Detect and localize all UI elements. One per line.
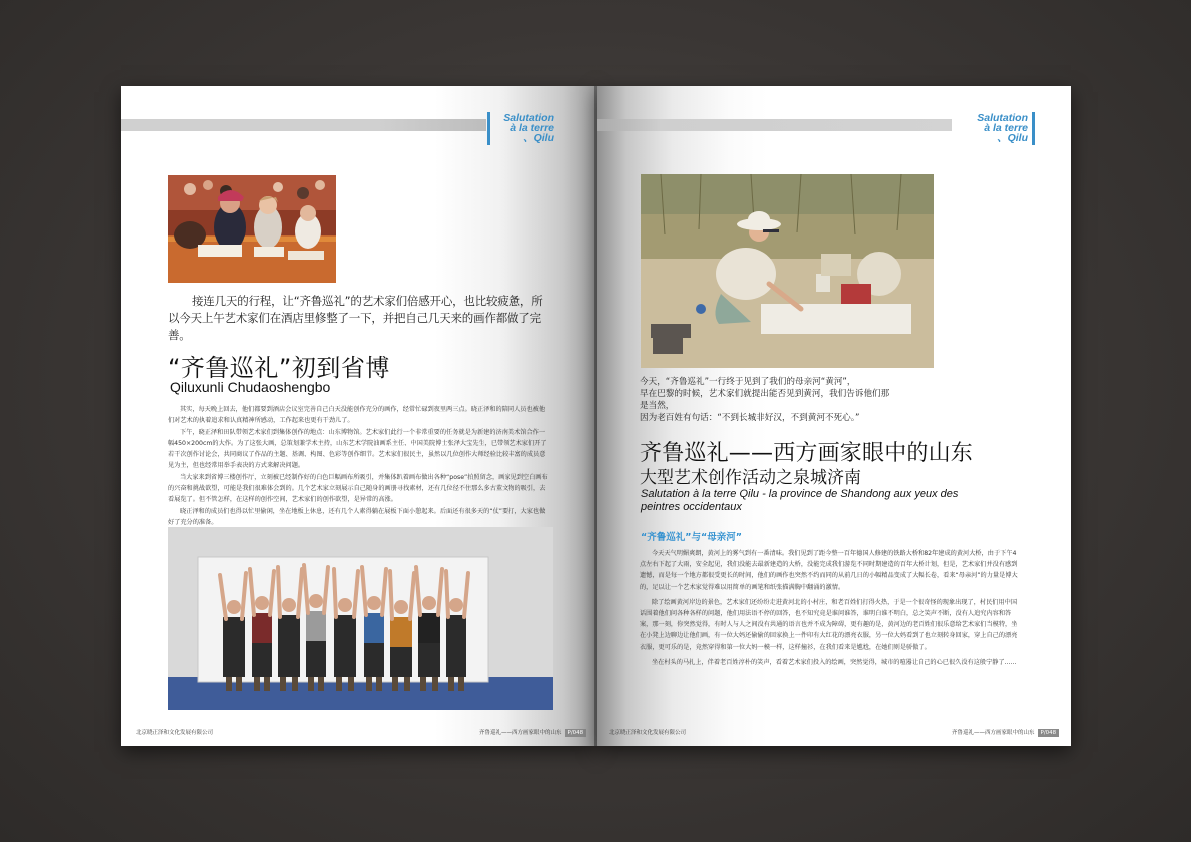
- header-band: [597, 119, 952, 131]
- header-tag: [454, 113, 554, 143]
- caption-line: 今天，“齐鲁巡礼”一行终于见到了我们的母亲河“黄河”，: [640, 377, 856, 387]
- caption-line: 早在巴黎的时候，艺术家们就提出能否见到黄河，我们告诉他们那是当然，: [640, 389, 890, 411]
- article-title-en: Salutation à la terre Qilu - la province de Shandong aux yeux des peintres occidentaux: [641, 488, 959, 513]
- body-paragraph: 其实，每天晚上回去，他们都要到酒店会议室完善自己白天没能创作充分的画作，经常忙碌到夜里两三点。晓正泽和的陪同人员也被他们对艺术的执着追求和认真精神所感动，工作起来也更有干劲儿了。: [168, 406, 546, 425]
- header-tag-line: 、Qilu: [997, 132, 1028, 144]
- artists-working-illustration: [168, 175, 336, 283]
- body-paragraph: 下午，晓正泽和田队带领艺术家们到集体创作的地点：山东博物馆。艺术家们此行一个非常重要的任务就是为新建的济南美术馆合作一幅450×200cm的大作。为了这张大画，总策划兼学术主持，山东艺术学院油画系主任、中国美院博士张泽大宝先生，已带领艺术家们开了若干次创作讨论会，共同商议了作品的主题、基调、构图、色彩等创作细节。艺术家们很民主，虽然以几位创作大师经验比较丰富的成员意见为主，但也经常用举手表决的方式来解决问题。: [168, 428, 547, 470]
- header-tag-line: à la terre: [984, 122, 1028, 134]
- footer-title-box: [952, 728, 1059, 737]
- section-heading: “齐鲁巡礼”与“母亲河”: [641, 532, 742, 543]
- header-tag-line: 、Qilu: [523, 132, 554, 144]
- header-tag-line: Salutation: [977, 112, 1028, 124]
- header-tag-line: Salutation: [503, 112, 554, 124]
- footer-company: 北京晓正泽和文化发展有限公司: [609, 730, 687, 736]
- page-number: P/048: [1038, 729, 1060, 737]
- body-text: [168, 404, 551, 528]
- riverbank-painter-photo: [641, 174, 934, 368]
- header-rule: [1032, 112, 1035, 145]
- header-tag-line: à la terre: [510, 122, 554, 134]
- body-paragraph: 坐在村头的马扎上，伴着老百姓淳朴的笑声，看着艺术家们投入的绘画，突然觉得，城市的喧嚣让自己的心已很久没有这般宁静了......: [652, 658, 1017, 666]
- riverbank-painter-illustration: [641, 174, 934, 368]
- body-paragraph: 当大家来到省博三楼创作厅，立刻被已经制作好的白色巨幅画布所吸引，并集体趴着画布做出各种“pose”拍照留念，画家见到空白画布的兴奋和挑战欲望，可能是我们很难体会到的。几个艺术家立刻展示自己随身的画册寻找素材，还有几位径不住那么多古董文物的吸引，去看展览了。但不管怎样，在这样的创作空间，艺术家们的创作欲望，是异常的高涨。: [168, 473, 548, 504]
- artists-working-photo: [168, 175, 336, 283]
- section-heading-en: Qiluxunli Chudaoshengbo: [170, 379, 331, 395]
- footer-title: 齐鲁巡礼——西方画家眼中的山东: [479, 730, 562, 736]
- header-band: [121, 119, 486, 131]
- page-number: P/048: [565, 729, 587, 737]
- body-paragraph: 今天天气明媚爽朗，黄河上的雾气到有一番清味。我们见到了距今整一百年德国人修建的铁路大桥和82年建成的黄河大桥，由于下午4点左右下起了大雨，安全起见，我们没能去最新建造的大桥，没能完成我们游览不同时期建造的百年大桥计划，但是，艺术家们并没有感到遗憾，而是每一个地方都很受更长的时间，他们的画作也突然不约而同的从前几日的小幅精品变成了大幅长卷，看来“母亲河”的力量是博大的，足以让一个艺术家觉得难以用简单的画笔和纸张描满胸中翻涌的激情。: [640, 550, 1018, 591]
- left-page: [121, 86, 596, 746]
- article-title: 齐鲁巡礼——西方画家眼中的山东: [640, 441, 974, 466]
- artists-canvas-photo: [168, 527, 553, 710]
- caption-line: 因为老百姓有句话：“不到长城非好汉，不到黄河不死心。”: [640, 413, 860, 423]
- photo-caption: [640, 376, 890, 424]
- header-tag: [928, 113, 1028, 143]
- footer-title-box: [479, 728, 586, 737]
- body-paragraph: 除了绘画黄河岸边的景色，艺术家们还纷纷走进黄河北的小村庄，和老百姓们打得火热，于是一个很奇怪的现象出现了，村民们用中国话围着他们问各种各样的问题，他们用法语不停的回答，也不知究竟是谁问谁答，谁明白谁不明白，总之笑声不断，没有人追究内容和答案，那一刻，你突然觉得，有时人与人之间没有共通的语言也并不成为障碍，更有趣的是，黄河边的老百姓们很乐意给艺术家们当模特，坐在小凳上边聊边让他们画，有一位大妈还偷偷的回家换上一件印有大红花的漂亮衣服，另一位大妈看到了也立刻转身回家，穿上自己的漂亮衣服，更可乐的是，竟然穿得和第一位大妈一模一样，这样撞衫，在我们看来是尴尬，在她们则是骄傲了。: [640, 598, 1018, 651]
- footer-company: 北京晓正泽和文化发展有限公司: [136, 730, 214, 736]
- article-subtitle: 大型艺术创作活动之泉城济南: [640, 468, 861, 488]
- right-page: [597, 86, 1071, 746]
- footer-title: 齐鲁巡礼——西方画家眼中的山东: [952, 730, 1035, 736]
- body-text: [640, 548, 1018, 672]
- body-paragraph: 晓正泽和的成员们也得以忙里偷闲，坐在地板上休息，还有几个人素得躺在展板下面小憩起来。后面还有很多天的“仗”要打，大家也做好了充分的准备。: [168, 507, 546, 526]
- artists-canvas-illustration: [168, 527, 553, 710]
- intro-paragraph: 接连几天的行程，让“齐鲁巡礼”的艺术家们倍感开心，也比较疲惫，所以今天上午艺术家们在酒店里修整了一下，并把自己几天来的画作都做了完善。: [168, 294, 543, 342]
- section-heading: “齐鲁巡礼”初到省博: [168, 354, 390, 382]
